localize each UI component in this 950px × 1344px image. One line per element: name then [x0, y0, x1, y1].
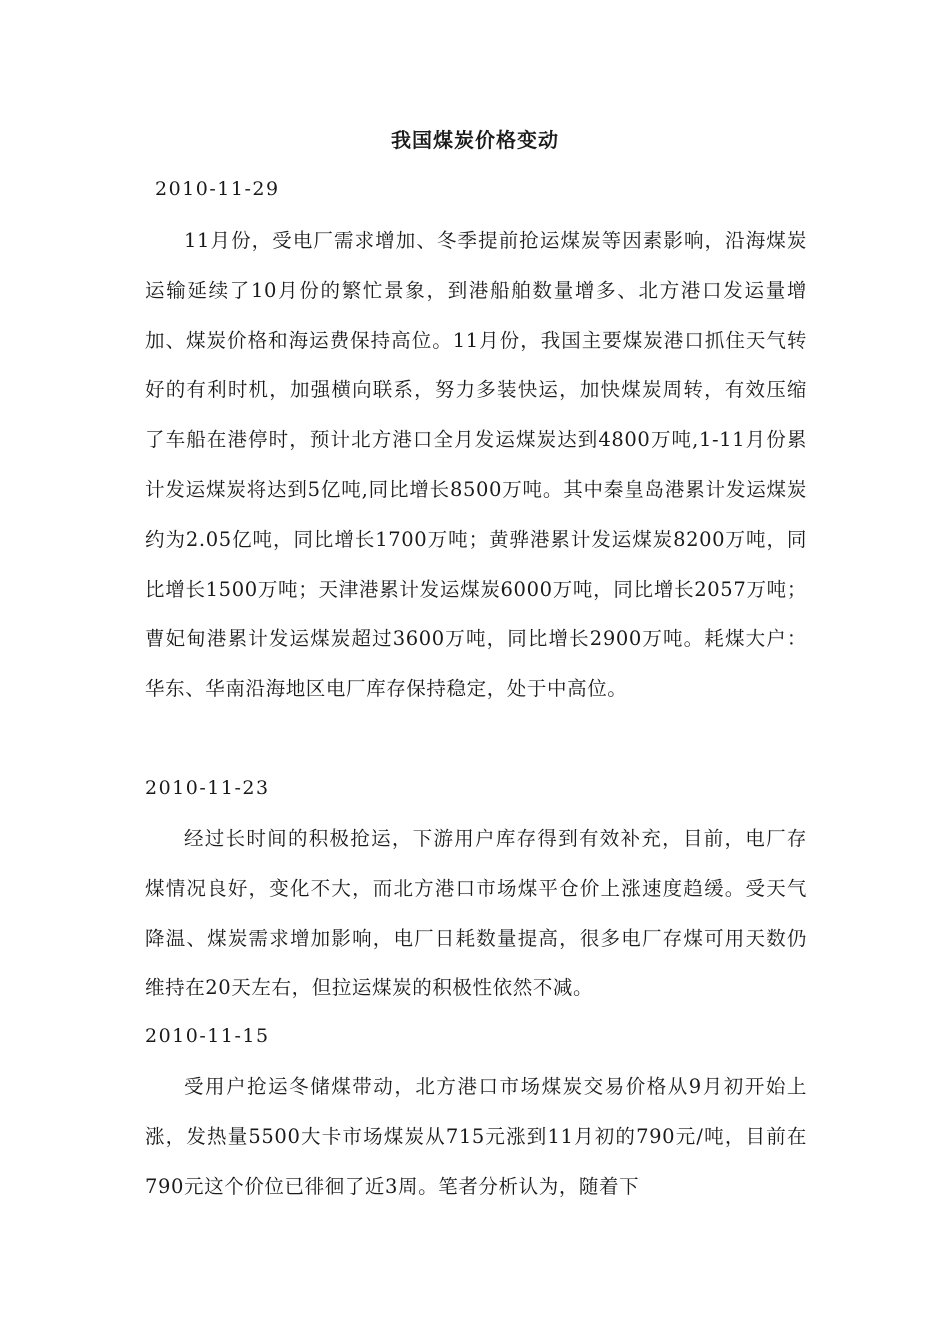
section-date: 2010-11-15 [145, 1025, 270, 1047]
document-title: 我国煤炭价格变动 [391, 128, 559, 152]
section-date: 2010-11-23 [145, 777, 270, 799]
section-date: 2010-11-29 [155, 178, 280, 200]
section-paragraph: 经过长时间的积极抢运，下游用户库存得到有效补充，目前，电厂存煤情况良好，变化不大，而北方港口市场煤平仓价上涨速度趋缓。受天气降温、煤炭需求增加影响，电厂日耗数量提高，很多电厂存煤可用天数仍维持在20天左右，但拉运煤炭的积极性依然不减。 [145, 827, 807, 1000]
section-paragraph: 11月份，受电厂需求增加、冬季提前抢运煤炭等因素影响，沿海煤炭运输延续了10月份的繁忙景象，到港船舶数量增多、北方港口发运量增加、煤炭价格和海运费保持高位。11月份，我国主要煤炭港口抓住天气转好的有利时机，加强横向联系，努力多装快运，加快煤炭周转，有效压缩了车船在港停时，预计北方港口全月发运煤炭达到4800万吨,1-11月份累计发运煤炭将达到5亿吨,同比增长8500万吨。其中秦皇岛港累计发运煤炭约为2.05亿吨，同比增长1700万吨；黄骅港累计发运煤炭8200万吨，同比增长1500万吨；天津港累计发运煤炭6000万吨，同比增长2057万吨；曹妃甸港累计发运煤炭超过3600万吨，同比增长2900万吨。耗煤大户：华东、华南沿海地区电厂库存保持稳定，处于中高位。 [145, 229, 807, 701]
section-paragraph: 受用户抢运冬储煤带动，北方港口市场煤炭交易价格从9月初开始上涨，发热量5500大卡市场煤炭从715元涨到11月初的790元/吨，目前在790元这个价位已徘徊了近3周。笔者分析认为，随着下 [145, 1075, 807, 1198]
